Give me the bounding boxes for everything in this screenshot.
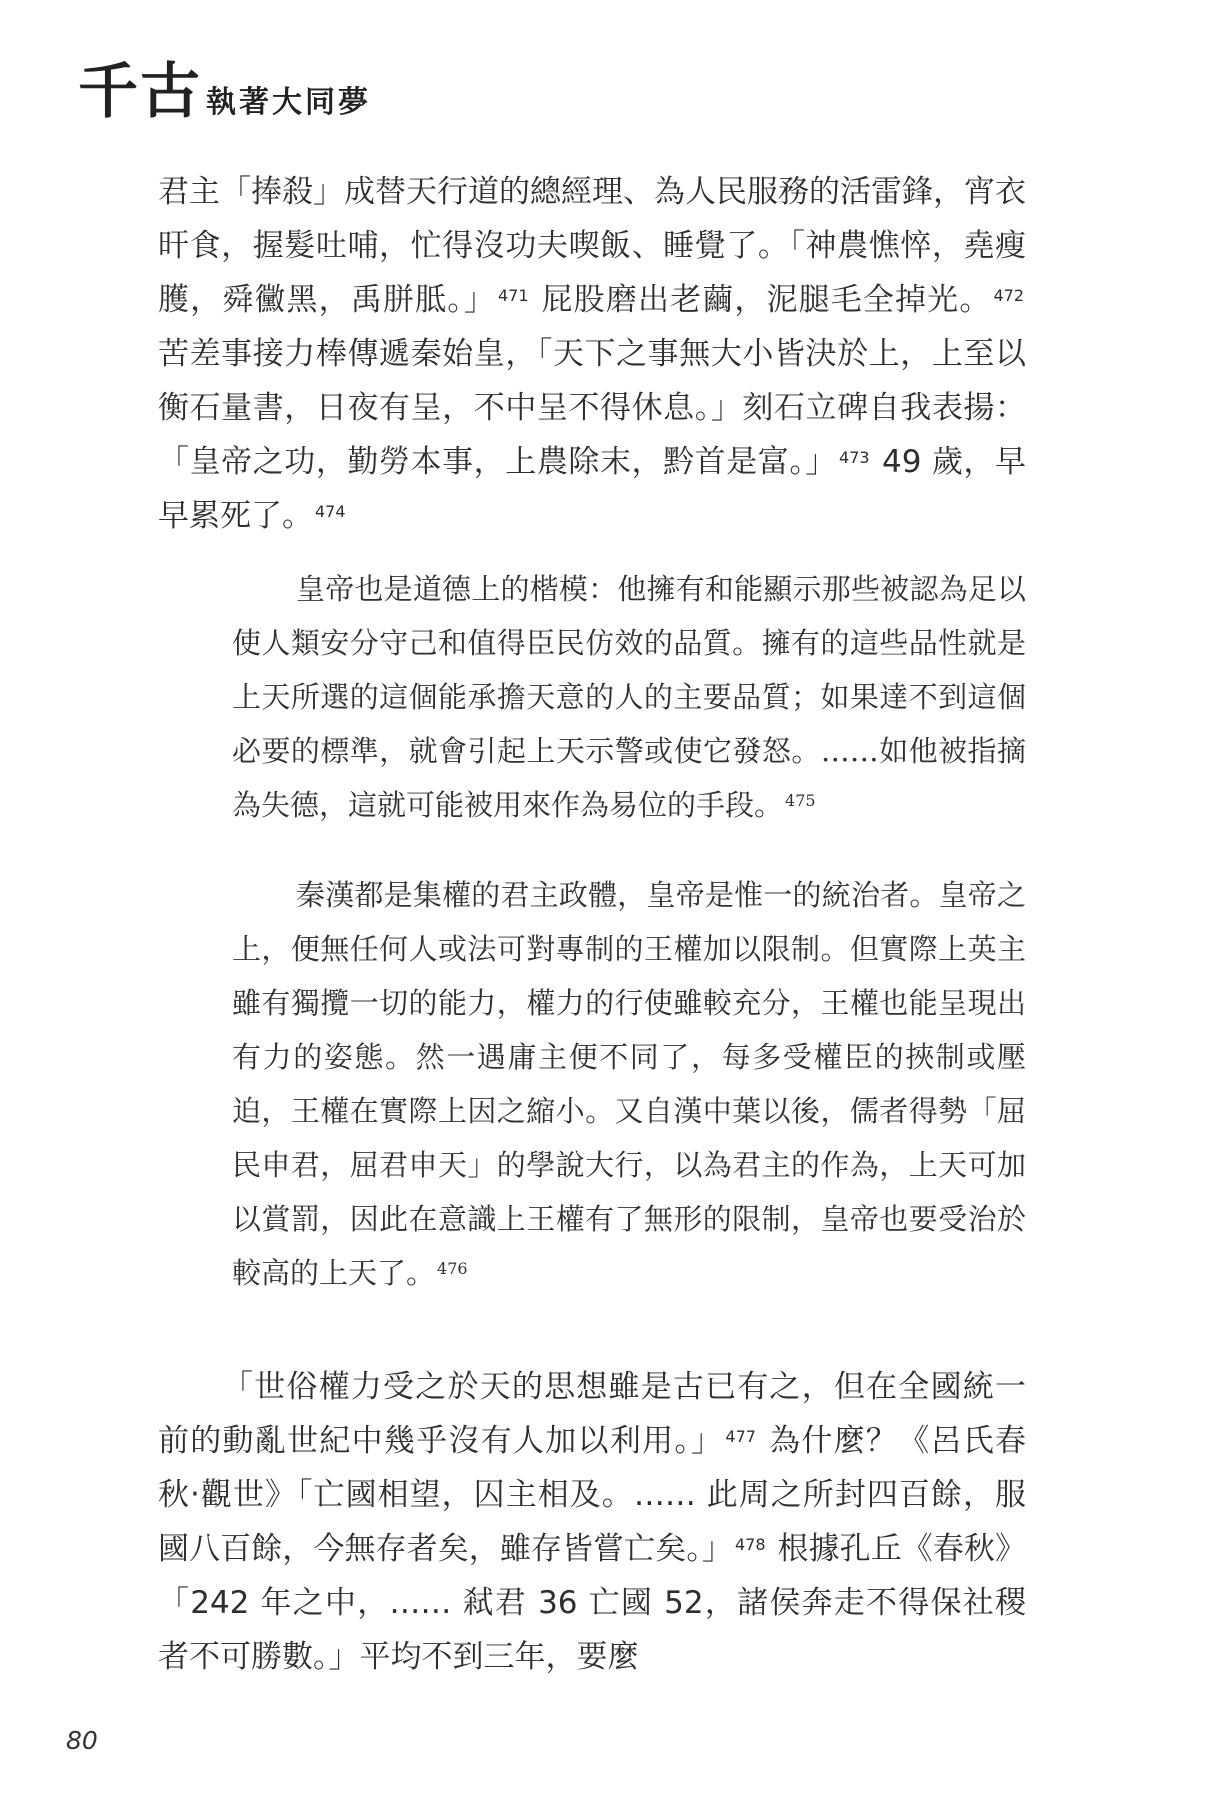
block-quote-2	[232, 868, 1026, 1300]
text-run: 屁股磨出老繭，泥腿毛全掉光。	[541, 282, 992, 318]
footnote-ref: 474	[315, 502, 346, 521]
body-paragraph-1	[158, 165, 1026, 543]
block-quote-1	[232, 562, 1026, 832]
footnote-ref: 475	[785, 791, 816, 810]
footnote-ref: 471	[498, 286, 529, 305]
header-title-small: 執著大同夢	[206, 85, 371, 120]
text-run: 「世俗權力受之於天的思想雖是古已有之，但在全國統一前的動亂世紀中幾乎沒有人加以利用。」	[158, 1369, 1026, 1459]
body-paragraph-2	[158, 1360, 1026, 1684]
text-run: 根據孔丘《春秋》「242 年之中，…… 弒君 36 亡國 52，諸侯奔走不得保社稷者不可勝數。」平均不到三年，要麼	[158, 1531, 1027, 1675]
footnote-ref: 478	[734, 1535, 766, 1554]
running-header	[78, 44, 371, 130]
text-run: 為什麼？《呂氏春秋‧觀世》「亡國相望，囚主相及。…… 此周之所封四百餘，服國八百餘，今無存者矣，雖存皆嘗亡矣。」	[158, 1423, 1027, 1567]
text-run: 君主「捧殺」成替天行道的總經理、為人民服務的活雷鋒，宵衣旰食，握髮吐哺，忙得沒功夫喫飯、睡覺了。「神農憔悴，堯瘦臒，舜黴黑，禹胼胝。」	[158, 174, 1026, 318]
footnote-ref: 476	[437, 1259, 468, 1278]
footnote-ref: 472	[993, 286, 1025, 305]
footnote-ref: 477	[725, 1427, 756, 1446]
text-run: 苦差事接力棒傳遞秦始皇，「天下之事無大小皆決於上，上至以衡石量書，日夜有呈，不中呈不得休息。」刻石立碑自我表揚：「皇帝之功，勤勞本事，上農除末，黔首是富。」	[158, 336, 1026, 480]
paragraph-text	[158, 165, 1026, 543]
page-number: 80	[66, 1726, 98, 1755]
text-run: 皇帝也是道德上的楷模：他擁有和能顯示那些被認為足以使人類安分守己和值得臣民仿效的品質。擁有的這些品性就是上天所選的這個能承擔天意的人的主要品質；如果達不到這個必要的標準，就會引起上天示警或使它發怒。……如他被指摘為失德，這就可能被用來作為易位的手段。	[232, 572, 1026, 822]
footnote-ref: 473	[839, 448, 870, 467]
text-run: 秦漢都是集權的君主政體，皇帝是惟一的統治者。皇帝之上，便無任何人或法可對專制的王權加以限制。但實際上英主雖有獨攬一切的能力，權力的行使雖較充分，王權也能呈現出有力的姿態。然一遇庸主便不同了，每多受權臣的挾制或壓迫，王權在實際上因之縮小。又自漢中葉以後，儒者得勢「屈民申君，屈君申天」的學說大行，以為君主的作為，上天可加以賞罰，因此在意識上王權有了無形的限制，皇帝也要受治於較高的上天了。	[232, 878, 1026, 1290]
paragraph-text	[158, 1360, 1026, 1684]
text-run: 49 歲，早早累死了。	[158, 444, 1027, 534]
quote-text	[232, 868, 1026, 1300]
header-title-large: 千古	[78, 57, 202, 127]
quote-text	[232, 562, 1026, 832]
